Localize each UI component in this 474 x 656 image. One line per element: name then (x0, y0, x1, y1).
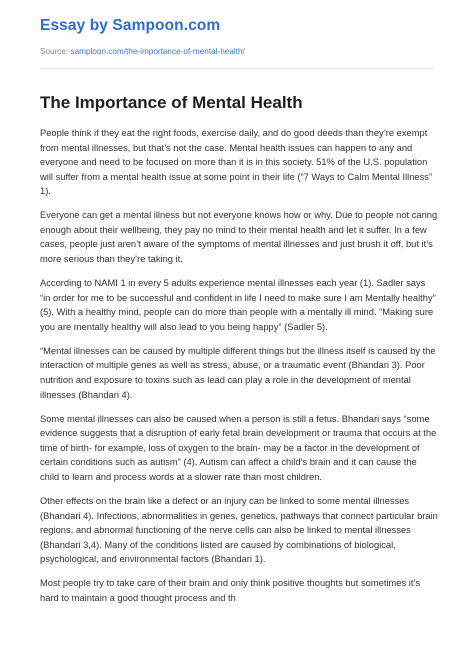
paragraph: Other effects on the brain like a defect or an injury can be linked to some mental illnesses (Bhandari 4). Infections, abnormalities in genes, genetics, pathways that connect particular brain regions, and abnormal functioning of the nerve cells can also be linked to mental illnesses (Bhandari 3,4). Many of the conditions listed are caused by combinations of biological, psychological, and environmental factors (Bhandari 1). (40, 496, 438, 565)
paragraph: “Mental illnesses can be caused by multiple different things but the illness itself is caused by the interaction of multiple genes as well as stress, abuse, or a traumatic event (Bhandari 3). Poor nutrition and exposure to toxins such as lead can play a role in the development of mental illnesses (Bhandari 4). (40, 345, 436, 400)
paragraph: People think if they eat the right foods, exercise daily, and do good deeds than they’re exempt from mental illnesses, but that’s not the case. Mental health issues can happen to any and everyone and need to be focused on more than it is in this society. 51% of the U.S. population will suffer from a mental health issue at some point in their life (“7 Ways to Calm Mental Illness” 1). (40, 128, 433, 197)
essay-body (40, 126, 438, 615)
paragraph: Everyone can get a mental illness but not everyone knows how or why. Due to people not caring enough about their wellbeing, they pay no mind to their mental health and let it suffer. In a few cases, people just aren’t aware of the symptoms of mental illnesses and just brush it off, but it’s more serious than they’re taking it. (40, 210, 438, 264)
source-line (40, 47, 245, 56)
header-divider (40, 68, 434, 69)
source-label: Source: (40, 47, 69, 56)
paragraph: According to NAMI 1 in every 5 adults experience mental illnesses each year (1). Sadler says “in order for me to be successful and confident in life I need to make sure I am Mentally healthy” (5). With a healthy mind, people can do more than people with a mentally ill mind. “Making sure you are mentally healthy will also lead to you being happy” (Sadler 5). (40, 278, 436, 332)
page-title: The Importance of Mental Health (40, 93, 303, 112)
paragraph: Most people try to take care of their brain and only think positive thoughts but sometimes it’s hard to maintain a good thought process and th (40, 578, 421, 603)
brand-title: Essay by Sampoon.com (40, 17, 221, 34)
source-link[interactable]: samploon.com/the-importance-of-mental-health/ (70, 47, 245, 56)
paragraph: Some mental illnesses can also be caused when a person is still a fetus. Bhandari says “some evidence suggests that a disruption of early fetal brain development or trauma that occurs at the time of birth- for example, loss of oxygen to the brain- may be a factor in the development of certain conditions such as autism” (4). Autism can affect a child’s brain and it can cause the child to learn and process words at a slower rate than most children. (40, 413, 437, 482)
